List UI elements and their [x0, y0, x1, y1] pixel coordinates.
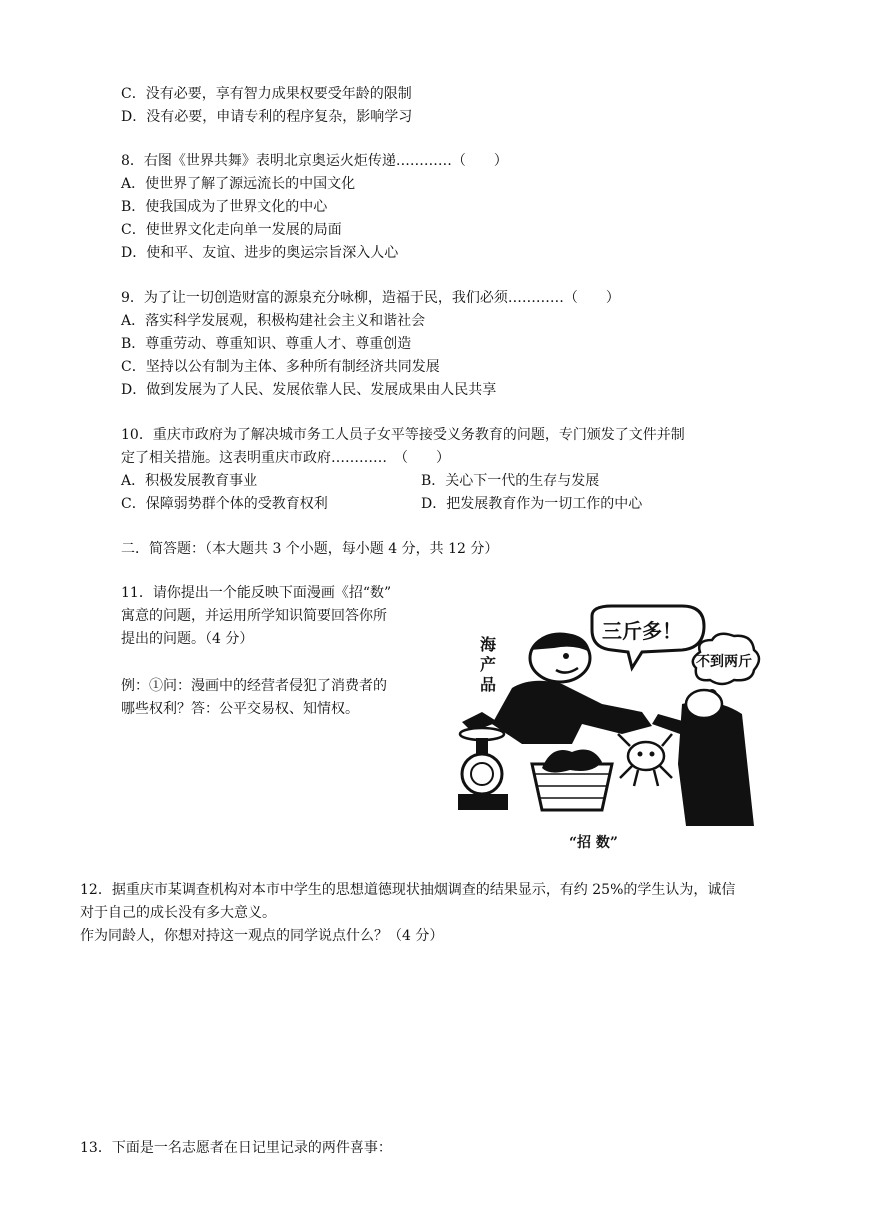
q10-stem-line2: 定了相关措施。这表明重庆市政府………… （ ）	[121, 450, 450, 466]
q8-option-a: A．使世界了解了源远流长的中国文化	[121, 176, 356, 192]
q7-option-d: D．没有必要，申请专利的程序复杂，影响学习	[121, 109, 413, 125]
q9-stem: 9．为了让一切创造财富的源泉充分咏柳，造福于民，我们必须…………（ ）	[121, 290, 620, 306]
cartoon-illustration	[442, 604, 764, 826]
q9-option-a: A．落实科学发展观，积极构建社会主义和谐社会	[121, 313, 426, 329]
q9-option-c: C．坚持以公有制为主体、多种所有制经济共同发展	[121, 359, 440, 375]
q10-option-d: D．把发展教育作为一切工作的中心	[421, 496, 643, 512]
bubble-seller-text: 三斤多！	[602, 619, 682, 643]
q12-line2: 对于自己的成长没有多大意义。	[80, 905, 276, 921]
customer-head	[686, 690, 722, 718]
q11-example-line1: 例：①问：漫画中的经营者侵犯了消费者的	[121, 678, 387, 694]
q10-option-c: C．保障弱势群个体的受教育权利	[121, 496, 328, 512]
q11-line3: 提出的问题。（4 分）	[121, 631, 254, 647]
bubble-customer-text: 不到两斤	[696, 654, 752, 670]
q8-option-b: B．使我国成为了世界文化的中心	[121, 199, 328, 215]
q8-stem: 8．右图《世界共舞》表明北京奥运火炬传递…………（ ）	[121, 153, 508, 169]
q12-line3: 作为同龄人，你想对持这一观点的同学说点什么？（4 分）	[80, 928, 444, 944]
cartoon-caption: “招 数”	[569, 835, 618, 851]
section-2-heading: 二．简答题：（本大题共 3 个小题，每小题 4 分，共 12 分）	[121, 541, 499, 557]
q7-option-c: C．没有必要，享有智力成果权要受年龄的限制	[121, 86, 412, 102]
q12-line1: 12．据重庆市某调查机构对本市中学生的思想道德现状抽烟调查的结果显示，有约 25%的学生认为，诚信	[80, 882, 736, 898]
cartoon-drawing	[442, 604, 764, 826]
seafood-label-2: 产	[480, 655, 497, 674]
scale-base	[458, 794, 508, 810]
scale-dial	[462, 754, 502, 794]
crab-eye-left	[638, 752, 643, 757]
seafood-basket	[532, 764, 612, 810]
q10-option-b: B．关心下一代的生存与发展	[421, 473, 600, 489]
q11-line1: 11．请你提出一个能反映下面漫画《招“数”	[121, 585, 392, 601]
customer-arm	[652, 714, 686, 734]
q8-option-d: D．使和平、友谊、进步的奥运宗旨深入人心	[121, 245, 399, 261]
q10-stem-line1: 10．重庆市政府为了解决城市务工人员子女平等接受义务教育的问题，专门颁发了文件并制	[121, 427, 685, 443]
seller-body	[492, 681, 652, 744]
q10-option-a: A．积极发展教育事业	[121, 473, 258, 489]
q13-line1: 13．下面是一名志愿者在日记里记录的两件喜事：	[80, 1140, 392, 1156]
crab-body	[628, 742, 664, 770]
q11-example-line2: 哪些权利？答：公平交易权、知情权。	[121, 701, 359, 717]
q11-line2: 寓意的问题，并运用所学知识简要回答你所	[121, 608, 387, 624]
q9-option-d: D．做到发展为了人民、发展依靠人民、发展成果由人民共享	[121, 382, 497, 398]
seller-eye	[563, 653, 569, 659]
seafood-label-1: 海	[480, 635, 497, 654]
crab-eye-right	[650, 752, 655, 757]
customer-body	[678, 702, 754, 826]
q9-option-b: B．尊重劳动、尊重知识、尊重人才、尊重创造	[121, 336, 412, 352]
seafood-label-3: 品	[480, 675, 497, 694]
q8-option-c: C．使世界文化走向单一发展的局面	[121, 222, 342, 238]
